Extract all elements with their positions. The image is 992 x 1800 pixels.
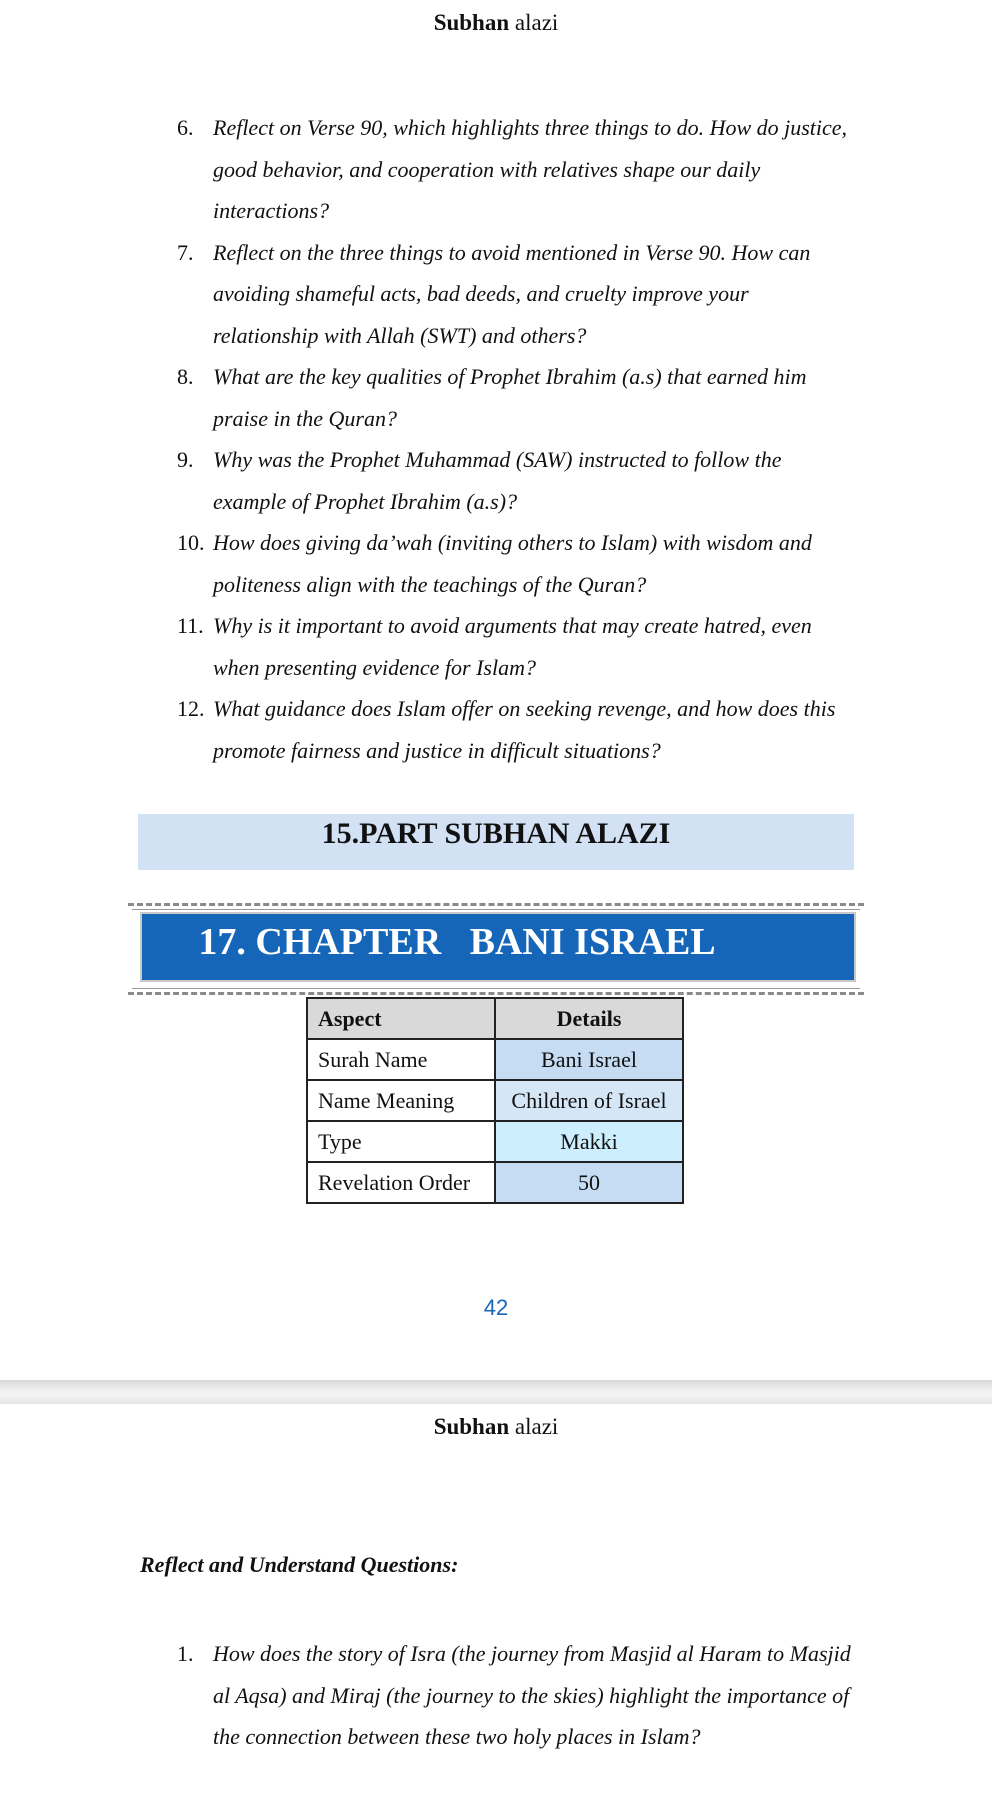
- question-number: 1.: [177, 1641, 194, 1666]
- table-row: [307, 1039, 683, 1080]
- question-number: 9.: [177, 447, 194, 472]
- question-number: 8.: [177, 364, 194, 389]
- header-rest: alazi: [509, 1414, 559, 1439]
- question-number: 12.: [177, 696, 205, 721]
- question-text: How does the story of Isra (the journey from Masjid al Haram to Masjid al Aqsa) and Miraj (the journey to the skies) highlight the importance of the connection between these two holy places in Islam?: [213, 1641, 851, 1749]
- question-item: [177, 107, 857, 232]
- aspect-cell: Surah Name: [307, 1039, 495, 1080]
- question-text: Why is it important to avoid arguments that may create hatred, even when presenting evidence for Islam?: [213, 613, 812, 680]
- question-item: [177, 522, 857, 605]
- page-header: [0, 1414, 992, 1440]
- chapter-title-banner: [142, 914, 854, 980]
- surah-info-table: [306, 997, 684, 1204]
- table-row: [307, 1162, 683, 1203]
- document-page-43: [0, 1404, 992, 1800]
- question-number: 10.: [177, 530, 205, 555]
- details-cell: Bani Israel: [495, 1039, 683, 1080]
- aspect-cell: Name Meaning: [307, 1080, 495, 1121]
- details-cell: Children of Israel: [495, 1080, 683, 1121]
- question-text: What are the key qualities of Prophet Ibrahim (a.s) that earned him praise in the Quran?: [213, 364, 807, 431]
- column-header-aspect: Aspect: [307, 998, 495, 1039]
- question-text: How does giving da’wah (inviting others to Islam) with wisdom and politeness align with the teachings of the Quran?: [213, 530, 812, 597]
- question-item: [177, 605, 857, 688]
- question-item: [177, 232, 857, 357]
- question-text: Reflect on Verse 90, which highlights three things to do. How do justice, good behavior, and cooperation with relatives shape our daily interactions?: [213, 115, 848, 223]
- question-text: Reflect on the three things to avoid mentioned in Verse 90. How can avoiding shameful acts, bad deeds, and cruelty improve your relationship with Allah (SWT) and others?: [213, 239, 811, 348]
- chapter-title: 17. CHAPTER BANI ISRAEL: [198, 921, 716, 963]
- header-bold: Subhan: [433, 1414, 510, 1439]
- page-separator: [0, 1380, 992, 1404]
- question-item: [177, 688, 857, 771]
- aspect-cell: Revelation Order: [307, 1162, 495, 1203]
- column-header-details: Details: [495, 998, 683, 1039]
- part-title: 15.PART SUBHAN ALAZI: [321, 817, 671, 850]
- question-text: What guidance does Islam offer on seeking revenge, and how does this promote fairness and justice in difficult situations?: [213, 696, 836, 763]
- table-row: [307, 1121, 683, 1162]
- aspect-cell: Type: [307, 1121, 495, 1162]
- question-item: [177, 439, 857, 522]
- question-list: [177, 1633, 857, 1758]
- table-row: [307, 1080, 683, 1121]
- part-title-banner: [138, 814, 854, 870]
- question-number: 6.: [177, 115, 194, 140]
- question-text: Why was the Prophet Muhammad (SAW) instructed to follow the example of Prophet Ibrahim (a.s)?: [213, 447, 782, 514]
- question-list: [177, 107, 857, 771]
- details-cell: Makki: [495, 1121, 683, 1162]
- details-cell: 50: [495, 1162, 683, 1203]
- question-item: [177, 356, 857, 439]
- page-header: [0, 10, 992, 36]
- question-number: 7.: [177, 239, 194, 265]
- table-header-row: [307, 998, 683, 1039]
- section-heading: Reflect and Understand Questions:: [140, 1552, 459, 1577]
- header-bold: Subhan: [433, 10, 510, 35]
- question-number: 11.: [177, 613, 204, 638]
- header-rest: alazi: [509, 10, 559, 35]
- question-item: [177, 1633, 857, 1758]
- page-number: 42: [483, 1295, 509, 1320]
